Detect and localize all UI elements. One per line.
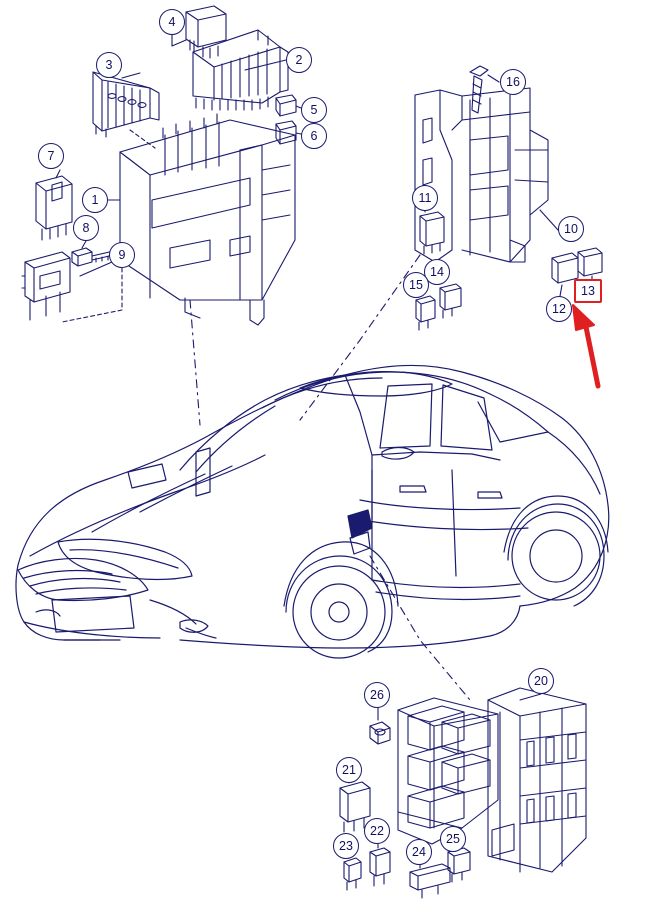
callout-4[interactable]: 4: [159, 9, 185, 35]
callout-1[interactable]: 1: [82, 187, 108, 213]
leader-12: [560, 285, 562, 296]
part-14-fuse: [440, 284, 461, 318]
part-5-clip: [276, 95, 296, 116]
callout-2[interactable]: 2: [286, 47, 312, 73]
part-16-screw: [470, 66, 488, 113]
part-1-fuse-box-housing: [120, 114, 295, 325]
callout-24[interactable]: 24: [406, 839, 432, 865]
part-25-fuse: [448, 848, 470, 882]
callout-26[interactable]: 26: [364, 682, 390, 708]
callout-12[interactable]: 12: [546, 296, 572, 322]
part-3-fuse-holder: [93, 72, 159, 137]
callout-11[interactable]: 11: [412, 185, 438, 211]
red-pointer-arrow: [573, 305, 598, 386]
part-26-nut: [370, 722, 390, 744]
leader-8: [82, 241, 86, 248]
part-22-fuse: [370, 848, 390, 886]
leader-4: [172, 35, 186, 46]
link-line-front-left: [190, 300, 200, 425]
part-15-fuse: [416, 296, 435, 330]
part-20-rear-carrier: [488, 688, 586, 872]
callout-23[interactable]: 23: [333, 833, 359, 859]
callout-8[interactable]: 8: [73, 215, 99, 241]
link-line-rear: [370, 556, 470, 700]
leader-16: [488, 75, 499, 82]
callout-5[interactable]: 5: [301, 97, 327, 123]
part-9-bracket: [22, 252, 70, 320]
part-13-connector: [578, 248, 602, 276]
callout-10[interactable]: 10: [558, 216, 584, 242]
leader-20: [520, 694, 541, 700]
leader-9-dash: [62, 268, 122, 322]
part-2-relay-carrier: [193, 30, 288, 110]
location-marker-dash: [128, 448, 372, 554]
leader-10: [540, 210, 558, 230]
part-24-fuse: [410, 864, 450, 898]
callout-7[interactable]: 7: [38, 143, 64, 169]
leader-3: [122, 73, 140, 78]
callout-3[interactable]: 3: [96, 52, 122, 78]
callout-22[interactable]: 22: [364, 818, 390, 844]
part-10-right-bracket: [415, 88, 548, 262]
part-relay-bank: [398, 698, 498, 844]
callout-16[interactable]: 16: [500, 69, 526, 95]
callout-9[interactable]: 9: [109, 242, 135, 268]
callout-13-highlighted[interactable]: 13: [574, 279, 602, 303]
part-11-relay: [420, 212, 444, 254]
callout-14[interactable]: 14: [424, 259, 450, 285]
callout-6[interactable]: 6: [301, 123, 327, 149]
callout-25[interactable]: 25: [440, 826, 466, 852]
part-23-fuse: [344, 858, 361, 890]
part-7-relay-cube: [36, 176, 72, 240]
vehicle-outline: [16, 366, 609, 658]
callout-15[interactable]: 15: [403, 272, 429, 298]
callout-21[interactable]: 21: [336, 757, 362, 783]
part-4-relay: [186, 6, 226, 58]
callout-20[interactable]: 20: [528, 668, 554, 694]
